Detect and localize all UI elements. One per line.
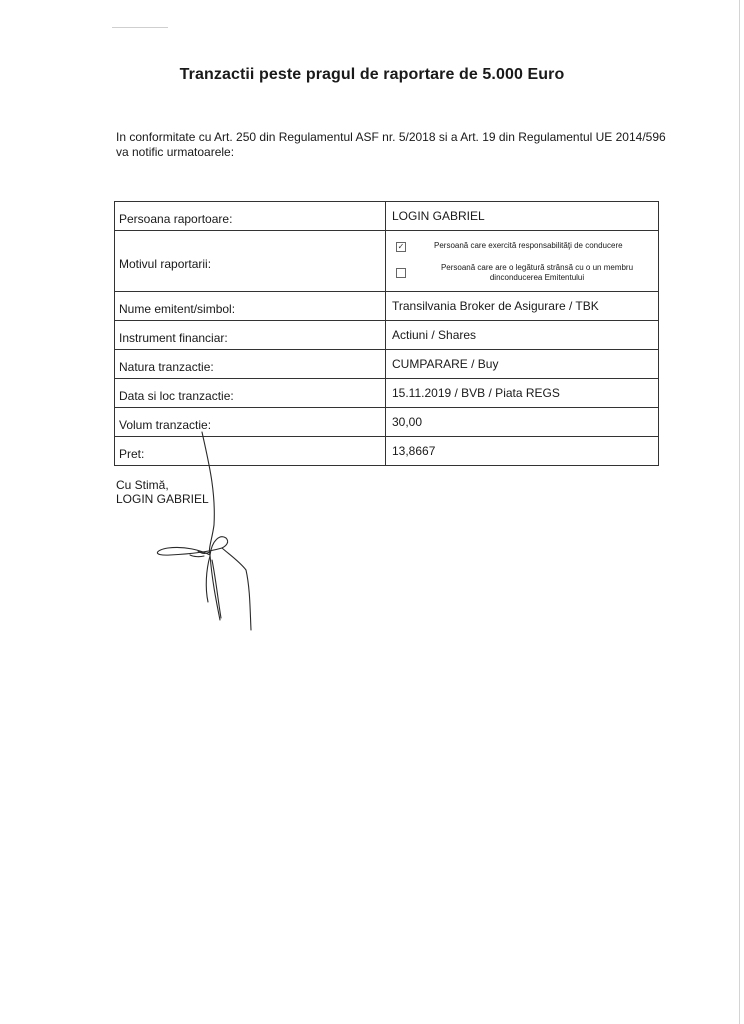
intro-paragraph xyxy=(116,130,676,160)
table-row-reason xyxy=(115,231,659,292)
price-value: 13,8667 xyxy=(386,437,659,466)
intro-line-2: va notific urmatoarele: xyxy=(116,145,235,159)
nature-value: CUMPARARE / Buy xyxy=(386,350,659,379)
issuer-value: Transilvania Broker de Asigurare / TBK xyxy=(386,292,659,321)
scan-edge-line xyxy=(739,0,740,1024)
volume-value: 30,00 xyxy=(386,408,659,437)
checkbox-checked-icon[interactable]: ✓ xyxy=(397,242,405,251)
checkbox-unchecked-icon[interactable] xyxy=(396,268,406,278)
document-title: Tranzactii peste pragul de raportare de 5.000 Euro xyxy=(179,66,565,83)
table-row-nature xyxy=(115,350,659,379)
reason-option-close-link[interactable] xyxy=(392,261,654,283)
scan-mark xyxy=(112,27,168,28)
report-table xyxy=(114,201,659,466)
date-place-value: 15.11.2019 / BVB / Piata REGS xyxy=(386,379,659,408)
handwritten-signature-icon xyxy=(150,430,270,640)
reason-option-close-link-line-1: Persoană care are o legătură strânsă cu o un membru xyxy=(440,263,634,272)
reporting-person-value: LOGIN GABRIEL xyxy=(386,202,659,231)
reason-option-management[interactable] xyxy=(392,239,654,261)
reason-options xyxy=(386,231,659,292)
intro-line-1: In conformitate cu Art. 250 din Regulamentul ASF nr. 5/2018 si a Art. 19 din Regulamentul UE 2014/596 xyxy=(116,130,666,144)
nature-label: Natura tranzactie: xyxy=(115,350,386,379)
table-row-issuer xyxy=(115,292,659,321)
closing-greeting: Cu Stimă, xyxy=(116,478,169,492)
table-row-instrument xyxy=(115,321,659,350)
date-place-label: Data si loc tranzactie: xyxy=(115,379,386,408)
issuer-label: Nume emitent/simbol: xyxy=(115,292,386,321)
instrument-label: Instrument financiar: xyxy=(115,321,386,350)
closing-name: LOGIN GABRIEL xyxy=(116,492,209,506)
table-row-date-place xyxy=(115,379,659,408)
table-row-reporting-person xyxy=(115,202,659,231)
volume-label: Volum tranzactie: xyxy=(115,408,386,437)
reason-option-close-link-line-2: dinconducerea Emitentului xyxy=(489,273,585,282)
instrument-value: Actiuni / Shares xyxy=(386,321,659,350)
reporting-person-label: Persoana raportoare: xyxy=(115,202,386,231)
reason-label: Motivul raportarii: xyxy=(115,231,386,292)
reason-option-management-text: Persoană care exercită responsabilităţi de conducere xyxy=(434,241,623,250)
price-label: Pret: xyxy=(115,437,386,466)
reason-option-close-link-text xyxy=(432,263,642,283)
